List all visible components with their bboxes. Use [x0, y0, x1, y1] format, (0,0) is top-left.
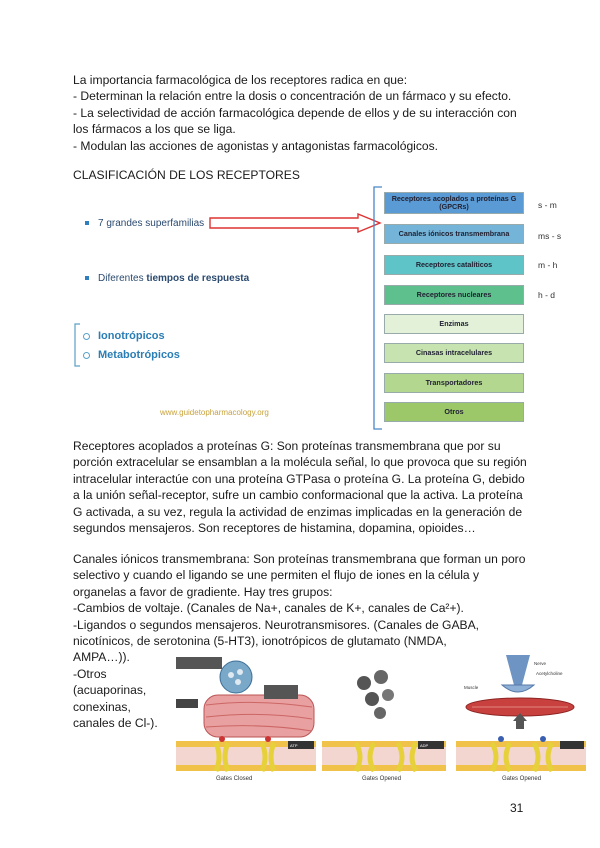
response-time-label: h - d — [538, 290, 556, 300]
intro-line: - Determinan la relación entre la dosis o concentración de un fármaco y su efecto. — [73, 89, 512, 104]
arrow-icon — [208, 213, 384, 233]
atp-tag: ATP — [290, 743, 298, 748]
panel-gates-opened-ions — [322, 670, 446, 771]
gates-opened-label: Gates Opened — [502, 776, 542, 782]
receptor-box-others: Otros — [384, 402, 524, 422]
panel-nerve-muscle — [456, 655, 586, 771]
bullet-square-icon — [85, 276, 89, 280]
intro-line: - La selectividad de acción farmacológica depende de ellos y de su interacción con — [73, 105, 517, 120]
gpcr-line: intracelular interactúe con una proteína GTPasa o proteína G. La proteína G, debido — [73, 471, 525, 486]
receptor-box-kinases: Cinasas intracelulares — [384, 343, 524, 363]
gpcr-line: G activada, a su vez, regula la actividad de enzimas implicadas en la generación de — [73, 504, 523, 519]
page-number: 31 — [510, 801, 524, 815]
channels-line: -Cambios de voltaje. (Canales de Na+, canales de K+, canales de Ca²+). — [73, 601, 464, 616]
intro-line: los fármacos a los que se liga. — [73, 122, 236, 137]
bullet-square-icon — [85, 221, 89, 225]
gates-closed-label: Gates Closed — [216, 776, 253, 782]
response-time-label: ms - s — [538, 231, 562, 241]
receptor-box-transporters: Transportadores — [384, 373, 524, 393]
response-time-label: s - m — [538, 200, 557, 210]
bullet-response-times: Diferentes tiempos de respuesta — [85, 273, 249, 284]
channels-line: organelas a favor de gradiente. Hay tres grupos: — [73, 584, 333, 599]
intro-line: La importancia farmacológica de los receptores radica en que: — [73, 73, 408, 87]
section-title: CLASIFICACIÓN DE LOS RECEPTORES — [73, 168, 300, 182]
channels-line: conexinas, — [73, 699, 131, 714]
gpcr-paragraph — [73, 438, 527, 536]
acetylcholine-label: Acetylcholine — [536, 671, 563, 676]
receptor-box-gpcr: Receptores acoplados a proteínas G (GPCRs) — [384, 192, 524, 214]
channels-line: canales de Cl-). — [73, 716, 158, 731]
muscle-label: Muscle — [464, 685, 479, 690]
ion-channel-illustration — [176, 655, 596, 785]
channels-line: (acuaporinas, — [73, 683, 147, 698]
receptor-box-enzymes: Enzimas — [384, 314, 524, 334]
adp-tag: ADP — [420, 743, 429, 748]
nerve-label: Nerve — [534, 661, 547, 666]
channels-line: -Otros — [73, 666, 107, 681]
channels-line: selectivo y cuando el ligando se une permiten el flujo de iones en la célula y — [73, 568, 480, 583]
gpcr-line: Receptores acoplados a proteínas G: Son proteínas transmembrana que por su — [73, 439, 501, 453]
channels-line: -Ligandos o segundos mensajeros. Neurotransmisores. (Canales de GABA, — [73, 617, 480, 632]
gpcr-line: segundos mensajeros. Son receptores de histamina, dopamina, opioides… — [73, 521, 476, 536]
boxes-bracket-icon — [370, 185, 530, 431]
channels-line: AMPA…)). — [73, 650, 130, 665]
receptor-box-catalytic: Receptores catalíticos — [384, 255, 524, 275]
gpcr-line: porción extracelular se ensamblan a la molécula señal, lo que provoca que su región — [73, 455, 527, 470]
panel-gates-closed — [176, 657, 316, 771]
gates-opened-label: Gates Opened — [362, 776, 402, 782]
channels-line: Canales iónicos transmembrana: Son proteínas transmembrana que forman un poro — [73, 552, 526, 566]
bullet-superfamilies: 7 grandes superfamilias — [85, 218, 204, 229]
source-link[interactable]: www.guidetopharmacology.org — [160, 408, 269, 417]
circle-bullet-icon — [83, 352, 90, 359]
channels-line: nicotínicos, de serotonina (5-HT3), ionotrópicos de glutamato (NMDA, — [73, 634, 447, 649]
bullet-ionotropic: Ionotrópicos — [83, 330, 165, 342]
gpcr-line: a la unión señal-receptor, sufre un cambio conformacional que la activa. La proteína — [73, 488, 523, 503]
receptor-box-ion-channels: Canales iónicos transmembrana — [384, 224, 524, 244]
receptor-box-nuclear: Receptores nucleares — [384, 285, 524, 305]
bullet-metabotropic: Metabotrópicos — [83, 349, 180, 361]
response-time-label: m - h — [538, 260, 558, 270]
circle-bullet-icon — [83, 333, 90, 340]
intro-line: - Modulan las acciones de agonistas y antagonistas farmacológicos. — [73, 138, 439, 153]
bracket-icon — [73, 323, 81, 367]
